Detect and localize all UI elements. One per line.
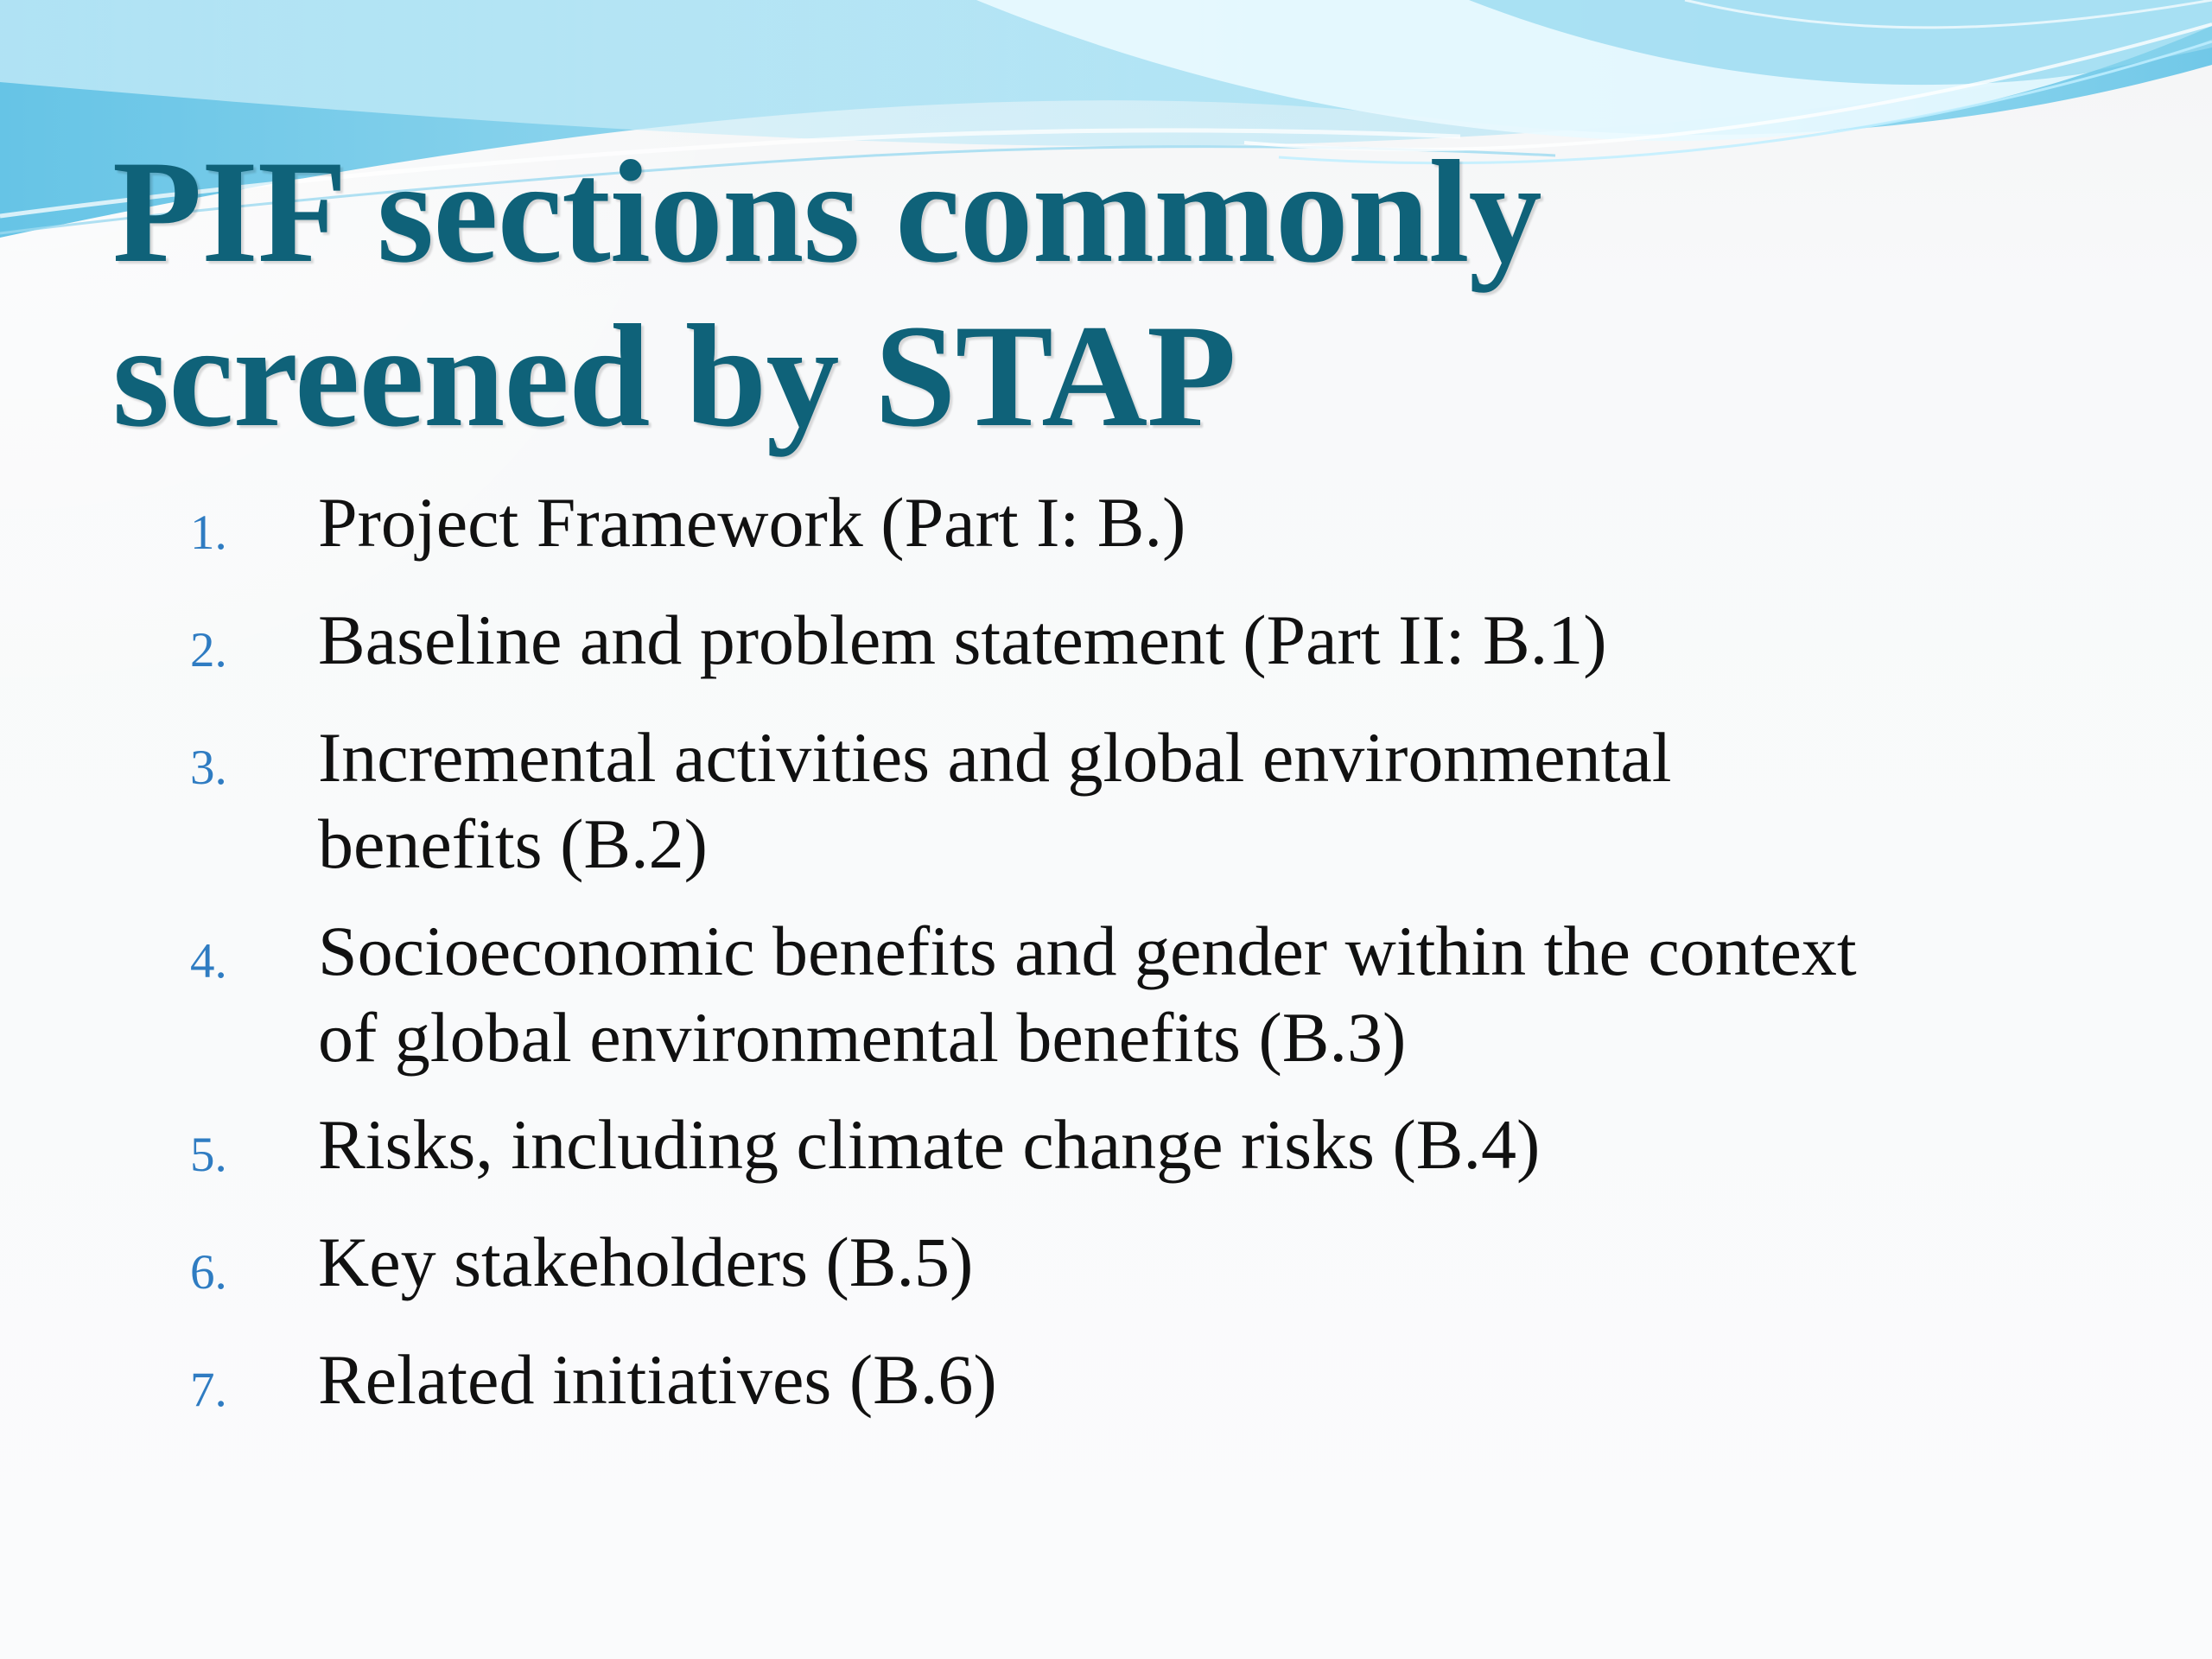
list-number: 3. — [190, 741, 227, 795]
list-item — [190, 715, 2065, 887]
list-text-line: Project Framework (Part I: B.) — [318, 483, 1186, 562]
list-item — [190, 1102, 2065, 1198]
slide-title-line-1: PIF sections commonly — [112, 130, 1541, 293]
list-text — [318, 480, 1185, 566]
list-item — [190, 908, 2065, 1081]
list-text-line: Related initiatives (B.6) — [318, 1340, 997, 1419]
list-text — [318, 1337, 997, 1423]
list-number: 4. — [190, 934, 227, 988]
slide-title — [112, 130, 1754, 458]
list-number: 6. — [190, 1245, 227, 1300]
list-item — [190, 1337, 2065, 1433]
list-text — [318, 908, 1857, 1081]
list-text-line: Baseline and problem statement (Part II: B.1) — [318, 601, 1607, 679]
list-text — [318, 1219, 973, 1306]
list-item — [190, 480, 2065, 576]
screened-sections-list — [190, 480, 2065, 1454]
list-text-line: Key stakeholders (B.5) — [318, 1223, 974, 1301]
list-text-line: benefits (B.2) — [318, 804, 708, 883]
list-text-line: Risks, including climate change risks (B.4) — [318, 1105, 1541, 1184]
list-text — [318, 1102, 1540, 1188]
slide-title-line-2: screened by STAP — [112, 295, 1236, 457]
list-item — [190, 1219, 2065, 1316]
list-number: 1. — [190, 505, 227, 560]
list-text-line: Socioeconomic benefits and gender within the context — [318, 912, 1857, 990]
list-number: 7. — [190, 1363, 227, 1417]
list-text-line: Incremental activities and global environmental — [318, 718, 1672, 797]
list-text — [318, 715, 1672, 887]
list-item — [190, 597, 2065, 694]
list-text — [318, 597, 1607, 683]
list-text-line: of global environmental benefits (B.3) — [318, 998, 1407, 1077]
list-number: 5. — [190, 1128, 227, 1182]
list-number: 2. — [190, 623, 227, 677]
